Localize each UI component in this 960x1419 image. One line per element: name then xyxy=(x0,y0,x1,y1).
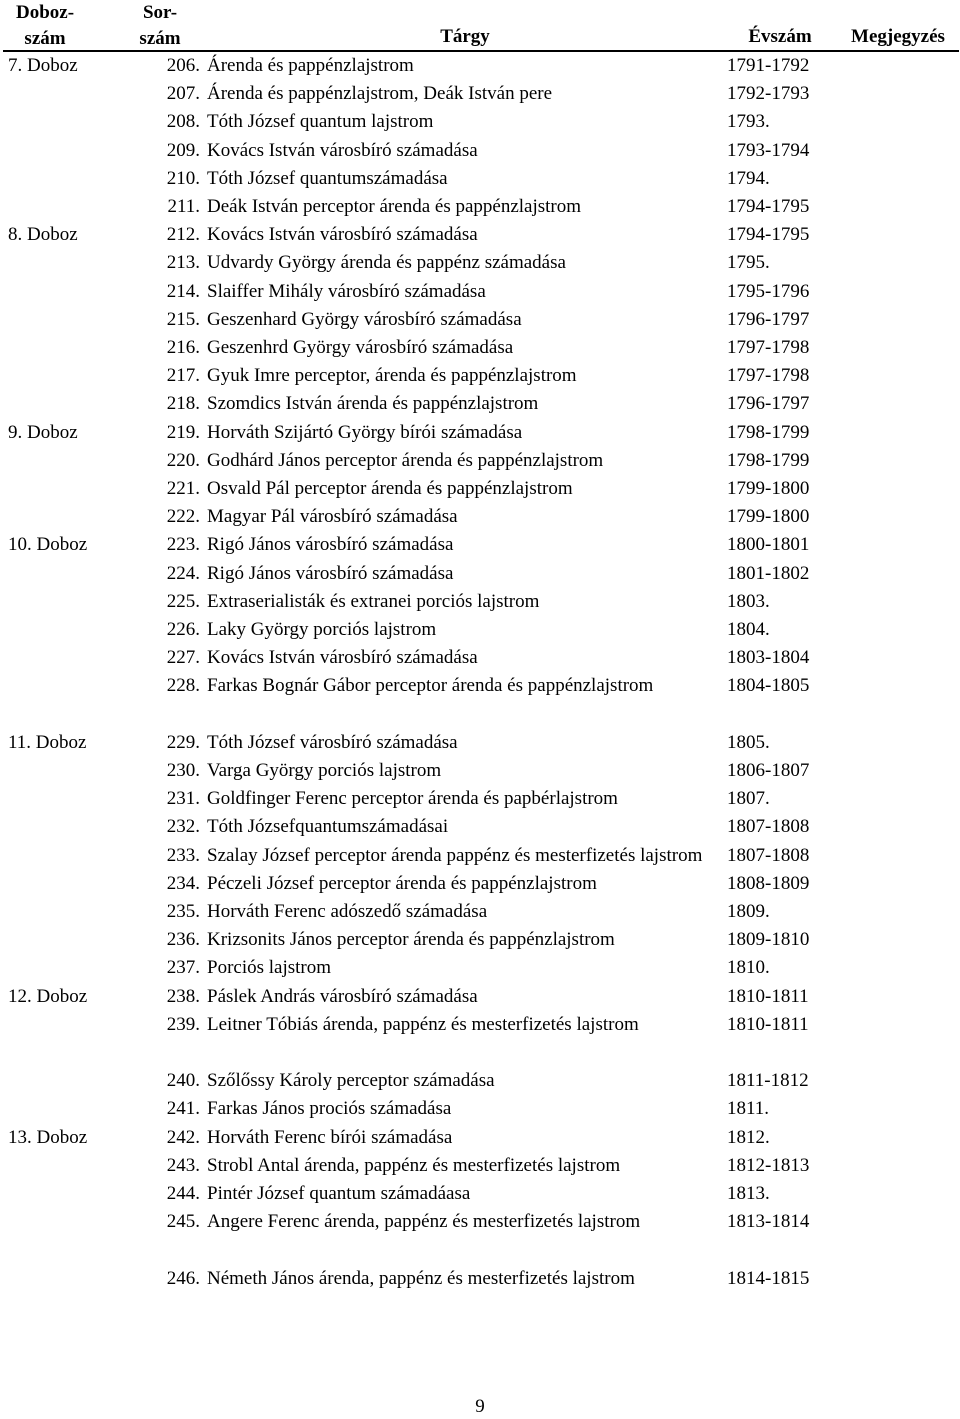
serial-number-cell: 223. xyxy=(166,534,200,556)
year-cell: 1799-1800 xyxy=(727,506,810,528)
header-box-number-line1: Doboz- xyxy=(15,2,75,23)
year-cell: 1810-1811 xyxy=(727,1013,809,1035)
header-box-number-line2: szám xyxy=(24,28,66,49)
table-row xyxy=(0,644,960,672)
table-row xyxy=(0,165,960,193)
subject-cell: Szalay József perceptor árenda pappénz és mesterfizetés lajstrom xyxy=(207,844,703,866)
serial-number-cell: 214. xyxy=(166,280,200,302)
subject-cell: Strobl Antal árenda, pappénz és mesterfizetés lajstrom xyxy=(207,1154,621,1176)
table-row xyxy=(0,278,960,306)
subject-cell: Krizsonits János perceptor árenda és pappénzlajstrom xyxy=(207,929,615,951)
serial-number-cell: 231. xyxy=(166,788,200,810)
serial-number-cell: 238. xyxy=(166,985,200,1007)
table-row xyxy=(0,1265,960,1293)
subject-cell: Magyar Pál városbíró számadása xyxy=(207,506,458,528)
serial-number-cell: 208. xyxy=(166,111,200,133)
subject-cell: Horváth Ferenc adószedő számadása xyxy=(207,901,488,923)
subject-cell: Péczeli József perceptor árenda és pappénzlajstrom xyxy=(207,872,597,894)
serial-number-cell: 218. xyxy=(166,393,200,415)
table-row xyxy=(0,729,960,757)
serial-number-cell: 232. xyxy=(166,816,200,838)
subject-cell: Osvald Pál perceptor árenda és pappénzlajstrom xyxy=(207,478,573,500)
subject-cell: Angere Ferenc árenda, pappénz és mesterfizetés lajstrom xyxy=(207,1211,641,1233)
table-row xyxy=(0,108,960,136)
serial-number-cell: 241. xyxy=(166,1098,200,1120)
serial-number-cell: 230. xyxy=(166,760,200,782)
table-row xyxy=(0,757,960,785)
subject-cell: Geszenhrd György városbíró számadása xyxy=(207,337,514,359)
serial-number-cell: 242. xyxy=(166,1126,200,1148)
subject-cell: Deák István perceptor árenda és pappénzlajstrom xyxy=(207,196,582,218)
subject-cell: Tóth József quantum lajstrom xyxy=(207,111,434,133)
header-year: Évszám xyxy=(748,26,812,47)
year-cell: 1796-1797 xyxy=(727,393,810,415)
year-cell: 1800-1801 xyxy=(727,534,810,556)
serial-number-cell: 221. xyxy=(166,478,200,500)
table-row xyxy=(0,898,960,926)
subject-cell: Árenda és pappénzlajstrom xyxy=(207,55,414,76)
table-row xyxy=(0,1011,960,1039)
subject-cell: Farkas Bognár Gábor perceptor árenda és pappénzlajstrom xyxy=(207,675,654,697)
table-row xyxy=(0,588,960,616)
serial-number-cell: 213. xyxy=(166,252,200,274)
year-cell: 1799-1800 xyxy=(727,478,810,500)
subject-cell: Gyuk Imre perceptor, árenda és pappénzlajstrom xyxy=(207,365,577,387)
serial-number-cell: 240. xyxy=(166,1070,200,1092)
header-subject: Tárgy xyxy=(440,26,490,47)
header-serial-number xyxy=(130,0,190,52)
year-cell: 1809. xyxy=(727,901,770,923)
subject-cell: Kovács István városbíró számadása xyxy=(207,647,478,669)
year-cell: 1801-1802 xyxy=(727,562,810,584)
serial-number-cell: 235. xyxy=(166,901,200,923)
subject-cell: Geszenhard György városbíró számadása xyxy=(207,308,522,330)
table-row xyxy=(0,390,960,418)
year-cell: 1791-1792 xyxy=(727,55,810,76)
serial-number-cell: 212. xyxy=(166,224,200,246)
year-cell: 1795. xyxy=(727,252,770,274)
serial-number-cell: 206. xyxy=(166,55,200,76)
year-cell: 1807-1808 xyxy=(727,816,810,838)
table-row xyxy=(0,1152,960,1180)
subject-cell: Farkas János prociós számadása xyxy=(207,1098,452,1120)
table-row xyxy=(0,813,960,841)
serial-number-cell: 216. xyxy=(166,337,200,359)
box-number-cell: 9. Doboz xyxy=(8,421,78,443)
header-serial-number-line2: szám xyxy=(139,28,181,49)
serial-number-cell: 243. xyxy=(166,1154,200,1176)
serial-number-cell: 224. xyxy=(166,562,200,584)
year-cell: 1803-1804 xyxy=(727,647,810,669)
subject-cell: Rigó János városbíró számadása xyxy=(207,534,454,556)
serial-number-cell: 233. xyxy=(166,844,200,866)
table-row xyxy=(0,1180,960,1208)
serial-number-cell: 245. xyxy=(166,1211,200,1233)
table-row xyxy=(0,475,960,503)
serial-number-cell: 237. xyxy=(166,957,200,979)
year-cell: 1812-1813 xyxy=(727,1154,810,1176)
table-row xyxy=(0,785,960,813)
table-row xyxy=(0,954,960,982)
year-cell: 1807. xyxy=(727,788,770,810)
table-row xyxy=(0,362,960,390)
subject-cell: Tóth József quantumszámadása xyxy=(207,167,448,189)
year-cell: 1798-1799 xyxy=(727,449,810,471)
year-cell: 1795-1796 xyxy=(727,280,810,302)
table-row xyxy=(0,1208,960,1236)
table-row xyxy=(0,983,960,1011)
subject-cell: Kovács István városbíró számadása xyxy=(207,139,478,161)
table-row xyxy=(0,221,960,249)
table-row xyxy=(0,249,960,277)
subject-cell: Rigó János városbíró számadása xyxy=(207,562,454,584)
year-cell: 1810-1811 xyxy=(727,985,809,1007)
serial-number-cell: 219. xyxy=(166,421,200,443)
table-row xyxy=(0,870,960,898)
table-row xyxy=(0,531,960,559)
year-cell: 1811-1812 xyxy=(727,1070,809,1092)
serial-number-cell: 211. xyxy=(167,196,200,218)
table-row xyxy=(0,560,960,588)
box-number-cell: 13. Doboz xyxy=(8,1126,88,1148)
serial-number-cell: 228. xyxy=(166,675,200,697)
subject-cell: Kovács István városbíró számadása xyxy=(207,224,478,246)
year-cell: 1803. xyxy=(727,590,770,612)
table-row xyxy=(0,52,960,80)
box-number-cell: 7. Doboz xyxy=(8,55,78,76)
year-cell: 1811. xyxy=(727,1098,770,1120)
subject-cell: Porciós lajstrom xyxy=(207,957,332,979)
year-cell: 1813-1814 xyxy=(727,1211,810,1233)
year-cell: 1809-1810 xyxy=(727,929,810,951)
table-row xyxy=(0,842,960,870)
year-cell: 1794. xyxy=(727,167,770,189)
serial-number-cell: 226. xyxy=(166,619,200,641)
serial-number-cell: 246. xyxy=(166,1267,200,1289)
subject-cell: Pintér József quantum számadáasa xyxy=(207,1183,471,1205)
header-serial-number-line1: Sor- xyxy=(142,2,178,23)
year-cell: 1805. xyxy=(727,731,770,753)
subject-cell: Szőlőssy Károly perceptor számadása xyxy=(207,1070,495,1092)
year-cell: 1793-1794 xyxy=(727,139,810,161)
box-number-cell: 8. Doboz xyxy=(8,224,78,246)
subject-cell: Extraserialisták és extranei porciós lajstrom xyxy=(207,590,540,612)
table-row xyxy=(0,616,960,644)
subject-cell: Horváth Ferenc bírói számadása xyxy=(207,1126,453,1148)
year-cell: 1804-1805 xyxy=(727,675,810,697)
year-cell: 1813. xyxy=(727,1183,770,1205)
subject-cell: Tóth Józsefquantumszámadásai xyxy=(207,816,449,838)
box-number-cell: 11. Doboz xyxy=(8,731,87,753)
subject-cell: Páslek András városbíró számadása xyxy=(207,985,478,1007)
serial-number-cell: 225. xyxy=(166,590,200,612)
header-box-number xyxy=(5,0,85,52)
subject-cell: Udvardy György árenda és pappénz számadása xyxy=(207,252,566,274)
year-cell: 1796-1797 xyxy=(727,308,810,330)
serial-number-cell: 207. xyxy=(166,83,200,105)
table-row xyxy=(0,1095,960,1123)
subject-cell: Varga György porciós lajstrom xyxy=(207,760,442,782)
table-row xyxy=(0,193,960,221)
subject-cell: Tóth József városbíró számadása xyxy=(207,731,458,753)
table-row xyxy=(0,306,960,334)
serial-number-cell: 215. xyxy=(166,308,200,330)
row-spacer xyxy=(0,701,960,729)
header-notes: Megjegyzés xyxy=(851,26,945,47)
subject-cell: Horváth Szijártó György bírói számadása xyxy=(207,421,523,443)
year-cell: 1793. xyxy=(727,111,770,133)
serial-number-cell: 220. xyxy=(166,449,200,471)
serial-number-cell: 234. xyxy=(166,872,200,894)
subject-cell: Szomdics István árenda és pappénzlajstrom xyxy=(207,393,539,415)
year-cell: 1797-1798 xyxy=(727,365,810,387)
box-number-cell: 10. Doboz xyxy=(8,534,88,556)
year-cell: 1804. xyxy=(727,619,770,641)
table-row xyxy=(0,334,960,362)
serial-number-cell: 222. xyxy=(166,506,200,528)
year-cell: 1807-1808 xyxy=(727,844,810,866)
year-cell: 1797-1798 xyxy=(727,337,810,359)
subject-cell: Németh János árenda, pappénz és mesterfizetés lajstrom xyxy=(207,1267,635,1289)
table-row xyxy=(0,80,960,108)
year-cell: 1794-1795 xyxy=(727,196,810,218)
year-cell: 1806-1807 xyxy=(727,760,810,782)
year-cell: 1794-1795 xyxy=(727,224,810,246)
year-cell: 1798-1799 xyxy=(727,421,810,443)
year-cell: 1812. xyxy=(727,1126,770,1148)
serial-number-cell: 236. xyxy=(166,929,200,951)
serial-number-cell: 244. xyxy=(166,1183,200,1205)
table-row xyxy=(0,447,960,475)
subject-cell: Godhárd János perceptor árenda és pappénzlajstrom xyxy=(207,449,604,471)
row-spacer xyxy=(0,1237,960,1265)
row-spacer xyxy=(0,1039,960,1067)
subject-cell: Slaiffer Mihály városbíró számadása xyxy=(207,280,486,302)
page-number: 9 xyxy=(475,1396,485,1417)
serial-number-cell: 239. xyxy=(166,1013,200,1035)
subject-cell: Goldfinger Ferenc perceptor árenda és papbérlajstrom xyxy=(207,788,618,810)
table-row xyxy=(0,1067,960,1095)
serial-number-cell: 229. xyxy=(166,731,200,753)
serial-number-cell: 210. xyxy=(166,167,200,189)
subject-cell: Árenda és pappénzlajstrom, Deák István pere xyxy=(207,83,553,105)
table-row xyxy=(0,503,960,531)
table-row xyxy=(0,1124,960,1152)
subject-cell: Laky György porciós lajstrom xyxy=(207,619,437,641)
serial-number-cell: 227. xyxy=(166,647,200,669)
table-row xyxy=(0,137,960,165)
box-number-cell: 12. Doboz xyxy=(8,985,88,1007)
year-cell: 1808-1809 xyxy=(727,872,810,894)
serial-number-cell: 217. xyxy=(166,365,200,387)
year-cell: 1814-1815 xyxy=(727,1267,810,1289)
year-cell: 1792-1793 xyxy=(727,83,810,105)
year-cell: 1810. xyxy=(727,957,770,979)
subject-cell: Leitner Tóbiás árenda, pappénz és mesterfizetés lajstrom xyxy=(207,1013,639,1035)
table-header xyxy=(0,0,960,50)
serial-number-cell: 209. xyxy=(166,139,200,161)
table-row xyxy=(0,672,960,700)
table-row xyxy=(0,419,960,447)
table-row xyxy=(0,926,960,954)
table-body xyxy=(0,52,960,1293)
